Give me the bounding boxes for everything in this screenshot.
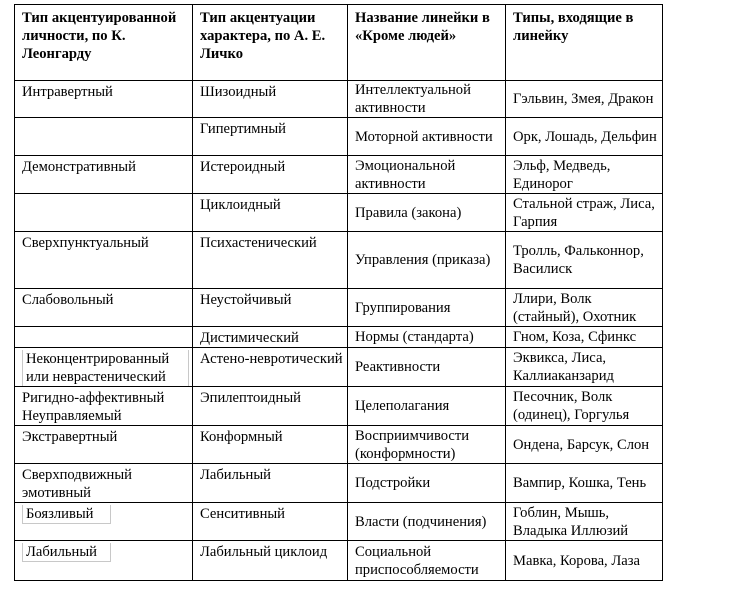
types-cell: Мавка, Корова, Лаза: [506, 541, 663, 581]
lichko-type-cell: Сенситивный: [193, 503, 348, 541]
leonhard-type-cell: [15, 541, 193, 581]
lichko-type-cell: Неустойчивый: [193, 289, 348, 327]
leonhard-type-cell: [15, 348, 193, 387]
lichko-type-cell: Лабильный: [193, 464, 348, 503]
types-cell: Песочник, Волк (одинец), Горгулья: [506, 387, 663, 426]
lichko-type-cell: Эпилептоидный: [193, 387, 348, 426]
accentuation-table: [14, 4, 663, 581]
types-cell: Эквикса, Лиса, Каллиаканзарид: [506, 348, 663, 387]
leonhard-type-cell: Сверхподвижный эмотивный: [15, 464, 193, 503]
leonhard-type-cell: [15, 118, 193, 156]
leonhard-type-cell: [15, 503, 193, 541]
table-row: [15, 503, 663, 541]
line-name-cell: Правила (закона): [348, 194, 506, 232]
header-cell: Тип акцентуированной личности, по К. Леонгарду: [15, 5, 193, 81]
lichko-type-cell: Дистимический: [193, 327, 348, 348]
types-cell: Тролль, Фальконнор, Василиск: [506, 232, 663, 289]
table-row: [15, 118, 663, 156]
line-name-cell: Управления (приказа): [348, 232, 506, 289]
line-name-cell: Моторной активности: [348, 118, 506, 156]
leonhard-type-cell: [15, 327, 193, 348]
header-cell: Название линейки в «Кроме людей»: [348, 5, 506, 81]
lichko-type-cell: Гипертимный: [193, 118, 348, 156]
lichko-type-cell: Конформный: [193, 426, 348, 464]
leonhard-type-cell: Сверхпунктуальный: [15, 232, 193, 289]
line-name-cell: Социальной приспособляемости: [348, 541, 506, 581]
table-row: [15, 289, 663, 327]
table-row: [15, 348, 663, 387]
leonhard-type-cell: Экстравертный: [15, 426, 193, 464]
line-name-cell: Восприимчивости (конформности): [348, 426, 506, 464]
line-name-cell: Целеполагания: [348, 387, 506, 426]
lichko-type-cell: Лабильный циклоид: [193, 541, 348, 581]
table-row: [15, 426, 663, 464]
lichko-type-cell: Шизоидный: [193, 81, 348, 118]
types-cell: Гоблин, Мышь, Владыка Иллюзий: [506, 503, 663, 541]
line-name-cell: Власти (подчинения): [348, 503, 506, 541]
lichko-type-cell: Астено-невротический: [193, 348, 348, 387]
table-row: [15, 541, 663, 581]
table-row: [15, 194, 663, 232]
types-cell: Вампир, Кошка, Тень: [506, 464, 663, 503]
types-cell: Орк, Лошадь, Дельфин: [506, 118, 663, 156]
types-cell: Гэльвин, Змея, Дракон: [506, 81, 663, 118]
table-row: [15, 464, 663, 503]
types-cell: Ондена, Барсук, Слон: [506, 426, 663, 464]
lichko-type-cell: Циклоидный: [193, 194, 348, 232]
leonhard-type-text: Боязливый: [22, 505, 111, 524]
leonhard-type-text: Лабильный: [22, 543, 111, 562]
table-row: [15, 232, 663, 289]
types-cell: Ллири, Волк (стайный), Охотник: [506, 289, 663, 327]
line-name-cell: Подстройки: [348, 464, 506, 503]
document-page: [14, 4, 662, 584]
header-cell: Тип акцентуации характера, по А. Е. Личко: [193, 5, 348, 81]
leonhard-type-cell: Ригидно-аффективный Неуправляемый: [15, 387, 193, 426]
line-name-cell: Реактивности: [348, 348, 506, 387]
leonhard-type-cell: Интравертный: [15, 81, 193, 118]
table-row: [15, 156, 663, 194]
lichko-type-cell: Истероидный: [193, 156, 348, 194]
line-name-cell: Интеллектуальной активности: [348, 81, 506, 118]
table-row: [15, 387, 663, 426]
types-cell: Эльф, Медведь, Единорог: [506, 156, 663, 194]
lichko-type-cell: Психастенический: [193, 232, 348, 289]
line-name-cell: Нормы (стандарта): [348, 327, 506, 348]
header-cell: Типы, входящие в линейку: [506, 5, 663, 81]
leonhard-type-cell: [15, 194, 193, 232]
types-cell: Гном, Коза, Сфинкс: [506, 327, 663, 348]
leonhard-type-cell: Демонстративный: [15, 156, 193, 194]
leonhard-type-text: Неконцентрированный или неврастенический: [22, 350, 189, 386]
line-name-cell: Группирования: [348, 289, 506, 327]
line-name-cell: Эмоциональной активности: [348, 156, 506, 194]
table-row: [15, 81, 663, 118]
header-row: [15, 5, 663, 81]
leonhard-type-cell: Слабовольный: [15, 289, 193, 327]
types-cell: Стальной страж, Лиса, Гарпия: [506, 194, 663, 232]
table-row: [15, 327, 663, 348]
